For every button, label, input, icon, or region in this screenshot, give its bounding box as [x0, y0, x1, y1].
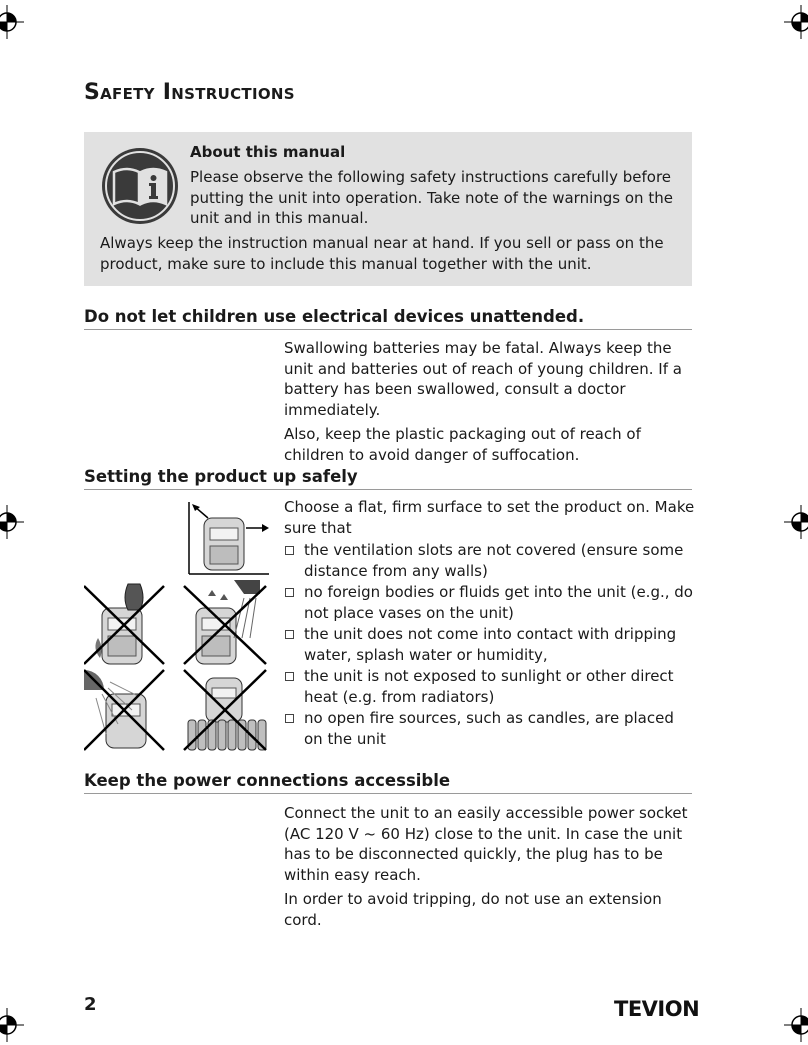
section-body-children [284, 338, 696, 469]
setup-bullet-list [284, 540, 696, 749]
checkbox-square-icon [285, 630, 294, 639]
list-item [284, 540, 696, 581]
page-title: Safety Instructions [84, 80, 295, 105]
checkbox-square-icon [285, 672, 294, 681]
list-item [284, 708, 696, 749]
about-manual-box [84, 132, 692, 286]
setup-warning-illustrations [84, 498, 274, 752]
registration-mark-bottom-left [0, 1008, 24, 1042]
registration-mark-bottom-right [784, 1008, 808, 1042]
water-warning-illustration [184, 580, 266, 664]
section-heading-power: Keep the power connections accessible [84, 771, 692, 794]
section-heading-setup: Setting the product up safely [84, 467, 692, 490]
children-paragraph-2: Also, keep the plastic packaging out of reach of children to avoid danger of suffocation. [284, 425, 641, 464]
about-title: About this manual [190, 143, 346, 161]
vase-warning-illustration [84, 584, 164, 664]
about-paragraph-2: Always keep the instruction manual near at hand. If you sell or pass on the product, make sure to include this manual together with the unit. [100, 234, 664, 273]
list-item-text: the unit is not exposed to sunlight or other direct heat (e.g. from radiators) [304, 667, 674, 706]
list-item-text: the ventilation slots are not covered (ensure some distance from any walls) [304, 541, 684, 580]
children-paragraph-1: Swallowing batteries may be fatal. Always keep the unit and batteries out of reach of young children. If a battery has been swallowed, consult a doctor immediately. [284, 339, 682, 419]
power-paragraph-2: In order to avoid tripping, do not use an extension cord. [284, 890, 662, 929]
setup-intro: Choose a flat, firm surface to set the product on. Make sure that [284, 498, 695, 537]
registration-mark-top-right [784, 5, 808, 39]
ventilation-distance-illustration [189, 502, 269, 574]
registration-mark-mid-left [0, 505, 24, 539]
list-item [284, 582, 696, 623]
page-number: 2 [84, 994, 97, 1015]
registration-mark-top-left [0, 5, 24, 39]
brand-logo: TEVION [614, 997, 700, 1021]
about-paragraph-1: Please observe the following safety instructions carefully before putting the unit into operation. Take note of the warnings on the unit and in this manual. [190, 168, 673, 227]
radiator-warning-illustration [184, 670, 266, 750]
section-body-power [284, 803, 696, 934]
checkbox-square-icon [285, 714, 294, 723]
list-item [284, 624, 696, 665]
info-book-icon [100, 146, 180, 226]
power-paragraph-1: Connect the unit to an easily accessible power socket (AC 120 V ~ 60 Hz) close to the unit. In case the unit has to be disconnected quickly, the plug has to be within easy reach. [284, 804, 688, 884]
list-item-text: no foreign bodies or fluids get into the unit (e.g., do not place vases on the unit) [304, 583, 693, 622]
registration-mark-mid-right [784, 505, 808, 539]
checkbox-square-icon [285, 546, 294, 555]
sunlight-warning-illustration [84, 670, 164, 750]
section-body-setup [284, 497, 696, 750]
checkbox-square-icon [285, 588, 294, 597]
section-heading-children: Do not let children use electrical devices unattended. [84, 307, 692, 330]
list-item-text: no open fire sources, such as candles, are placed on the unit [304, 709, 674, 748]
list-item-text: the unit does not come into contact with dripping water, splash water or humidity, [304, 625, 677, 664]
list-item [284, 666, 696, 707]
